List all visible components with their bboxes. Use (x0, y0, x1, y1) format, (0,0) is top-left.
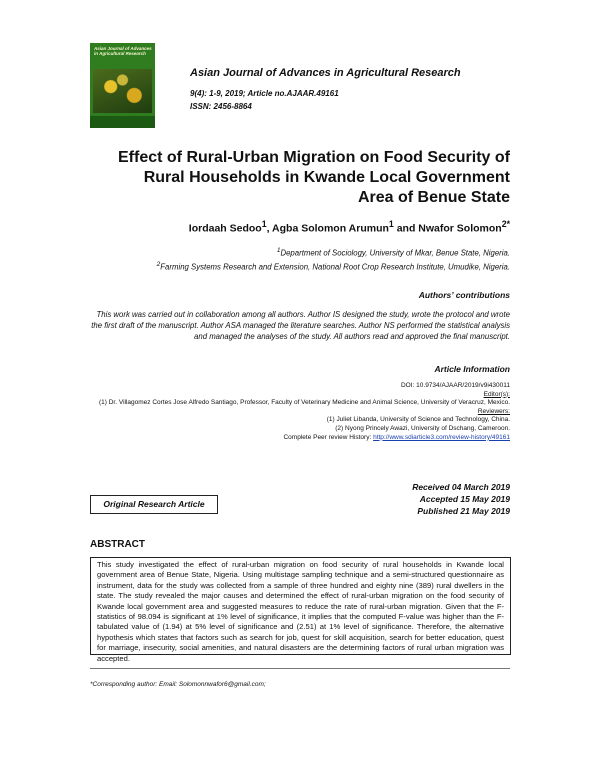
reviewer-entry: (1) Juliet Libanda, University of Science and Technology, China. (326, 416, 510, 424)
review-history-label: Complete Peer review History: (283, 433, 374, 441)
journal-issue: 9(4): 1-9, 2019; Article no.AJAAR.49161 (190, 89, 339, 98)
author-name: Agba Solomon Arumun (272, 222, 389, 235)
journal-issn: ISSN: 2456-8864 (190, 102, 252, 111)
affiliation-2 (90, 259, 510, 273)
author-sup: 1 (261, 219, 267, 229)
abstract-text: This study investigated the effect of rural-urban migration on food security of rural households in Kwande local government area of Benue State, Nigeria. Using multistage sampling technique and a semi-structured questionnaire as instrument, data for the study was collected from a sample of three hundred and eighty nine (389) rural dwellers in the state. The study revealed the major causes and determined the effect of rural-urban migration on the food security of Kwande local government area and suggested measures to reduce the rate of rural-urban migration. Given that the F- statistics of 98.094 is significant at 1% level of significance, it implies that the computed F-value was higher than the F-tabulated value of (1.94) at 5% level of significance and (2.51) at 1% level of significance. Therefore, the alternative hypothesis which states that factors such as search for job, quest for skill acquisition, search for better education, quest for marriage, insecurity, social amenities, and natural disasters are the determining factors of rural urban migration was accepted. (90, 557, 511, 655)
editor-label: Editor(s): (483, 390, 510, 398)
contributions-heading: Authors’ contributions (418, 290, 510, 300)
author-sep: , (266, 222, 273, 235)
cover-title: Asian Journal of Advances in Agricultural Research (94, 46, 152, 56)
review-history (90, 434, 510, 443)
date-accepted: Accepted 15 May 2019 (419, 494, 510, 504)
footnote-divider (90, 668, 510, 669)
article-type-badge: Original Research Article (90, 495, 218, 514)
reviewer-entry: (2) Nyong Princely Awazi, University of Dschang, Cameroon. (335, 424, 510, 432)
affiliation-1 (90, 245, 510, 259)
affiliation-text: Department of Sociology, University of Mkar, Benue State, Nigeria. (280, 248, 510, 258)
affiliation-sup: 2 (156, 260, 161, 268)
abstract-heading: ABSTRACT (90, 539, 145, 550)
journal-name: Asian Journal of Advances in Agricultural Research (190, 67, 461, 79)
corresponding-author-footnote: *Corresponding author: Email: Solomonnwafor6@gmail.com; (90, 681, 266, 688)
author-sup: 1 (388, 219, 394, 229)
cover-footer-band (90, 116, 155, 128)
title-line: Area of Benue State (357, 189, 510, 206)
cover-photo (93, 69, 152, 113)
article-info-heading: Article Information (434, 364, 510, 374)
doi: DOI: 10.9734/AJAAR/2019/v9i430011 (400, 382, 510, 389)
author-and: and (393, 222, 419, 235)
publication-dates (300, 481, 510, 517)
author-name: Nwafor Solomon (418, 222, 502, 235)
journal-cover-image (90, 43, 155, 128)
affiliation-sup: 1 (276, 247, 281, 254)
contributions-text: This work was carried out in collaboration among all authors. Author IS designed the study, wrote the protocol and wrote the first draft of the manuscript. Author ASA managed the literature searches. Author NS performed the statistical analysis and managed the analyses of the study. All authors read and approved the final manuscript. (91, 310, 510, 341)
date-published: Published 21 May 2019 (417, 506, 510, 516)
affiliations (90, 245, 510, 272)
author-sup: 2* (501, 219, 510, 229)
author-name: Iordaah Sedoo (188, 222, 262, 235)
reviewers-label: Reviewers: (477, 407, 510, 415)
article-info (90, 382, 510, 442)
affiliation-text: Farming Systems Research and Extension, National Root Crop Research Institute, Umudike, Nigeria. (160, 262, 510, 272)
author-list (90, 219, 510, 235)
review-history-link[interactable]: http://www.sdiarticle3.com/review-history/49161 (373, 433, 510, 441)
paper-title (90, 148, 510, 208)
date-received: Received 04 March 2019 (412, 482, 510, 492)
editor-entry: (1) Dr. Villagomez Cortes Jose Alfredo Santiago, Professor, Faculty of Veterinary Medicine and Animal Science, University of Veracruz, Mexico. (98, 399, 510, 407)
title-line: Effect of Rural-Urban Migration on Food Security of (118, 149, 510, 166)
title-line: Rural Households in Kwande Local Government (143, 169, 510, 186)
